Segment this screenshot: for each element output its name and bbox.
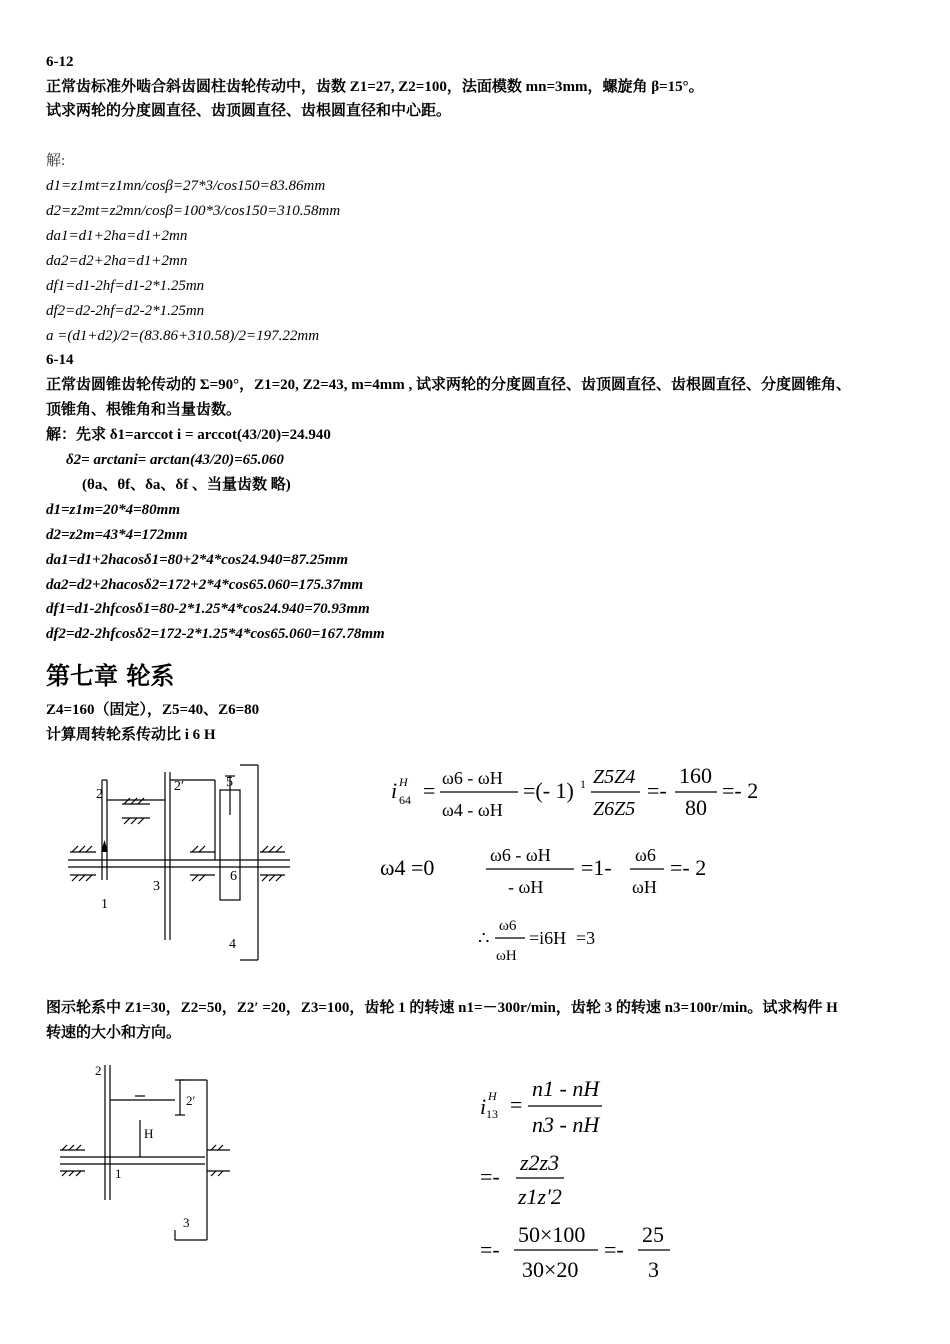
solution-line-da1: da1=d1+2ha=d1+2mn — [46, 228, 188, 244]
problem-6-12-question-2: 试求两轮的分度圆直径、齿顶圆直径、齿根圆直径和中心距。 — [46, 103, 452, 119]
svg-text:50×100: 50×100 — [518, 1222, 586, 1247]
svg-text:i: i — [480, 1094, 487, 1119]
cone-solution-delta1: 解：先求 δ1=arccot i = arccot(43/20)=24.940 — [46, 427, 331, 443]
fig2-label-H: H — [144, 1126, 154, 1141]
svg-text:ω6 - ωH: ω6 - ωH — [442, 768, 503, 788]
svg-text:160: 160 — [679, 763, 712, 788]
planetary-gear-diagram-2 — [55, 1060, 255, 1250]
svg-text:ωH: ωH — [496, 948, 517, 964]
solution-line-da2: da2=d2+2ha=d1+2mn — [46, 253, 188, 269]
fig1-label-1: 1 — [101, 897, 108, 912]
svg-text:H: H — [399, 775, 408, 789]
svg-text:z1z′2: z1z′2 — [518, 1184, 562, 1209]
svg-text:=3: =3 — [576, 928, 596, 948]
svg-text:25: 25 — [642, 1222, 664, 1247]
svg-text:=(- 1): =(- 1) — [523, 778, 574, 803]
solution-line-center-distance: a =(d1+d2)/2=(83.86+310.58)/2=197.22mm — [46, 328, 320, 344]
svg-text:H: H — [488, 1089, 497, 1103]
fig1-label-5: 5 — [226, 775, 233, 790]
cone-solution-note: (θa、θf、δa、δf 、当量齿数 略) — [82, 477, 291, 493]
problem-2-question-2: 转速的大小和方向。 — [46, 1025, 182, 1041]
problem-6-12-id: 6-12 — [46, 54, 74, 70]
chapter-7-title: 第七章 轮系 — [46, 662, 175, 690]
svg-text:n3 - nH: n3 - nH — [532, 1112, 600, 1137]
svg-text:30×20: 30×20 — [522, 1257, 579, 1282]
cone-solution-delta2: δ2= arctani= arctan(43/20)=65.060 — [66, 452, 284, 468]
problem-6-14-id: 6-14 — [46, 352, 74, 368]
svg-text:80: 80 — [685, 795, 707, 820]
solution-label: 解: — [46, 153, 66, 169]
fig2-label-3: 3 — [183, 1215, 190, 1230]
fig1-label-4: 4 — [229, 937, 236, 952]
svg-text:=: = — [423, 778, 436, 803]
chapter-7-given: Z4=160（固定），Z5=40、Z6=80 — [46, 702, 260, 718]
svg-text:=-: =- — [604, 1237, 624, 1262]
cone-solution-da1: da1=d1+2hacosδ1=80+2*4*cos24.940=87.25mm — [46, 552, 349, 568]
svg-text:=-: =- — [480, 1164, 500, 1189]
svg-text:3: 3 — [648, 1257, 659, 1282]
cone-solution-df1: df1=d1-2hfcosδ1=80-2*1.25*4*cos24.940=70.93mm — [46, 601, 370, 617]
cone-solution-df2: df2=d2-2hfcosδ2=172-2*1.25*4*cos65.060=167.78mm — [46, 626, 385, 642]
svg-text:- ωH: - ωH — [508, 877, 544, 897]
svg-text:ω6: ω6 — [635, 845, 656, 865]
svg-text:Z6Z5: Z6Z5 — [593, 798, 636, 820]
svg-text:i: i — [391, 778, 398, 803]
fig1-label-6: 6 — [230, 869, 237, 884]
svg-text:64: 64 — [399, 793, 411, 807]
equation-omega-relation — [378, 835, 738, 905]
equation-result-i6H — [476, 910, 636, 970]
svg-text:∴: ∴ — [478, 928, 490, 948]
problem-6-12-question: 正常齿标准外啮合斜齿圆柱齿轮传动中，齿数 Z1=27, Z2=100，法面模数 mn=3mm，螺旋角 β=15°。 — [46, 79, 704, 95]
svg-text:z2z3: z2z3 — [520, 1150, 560, 1175]
svg-text:ω6 - ωH: ω6 - ωH — [490, 845, 551, 865]
svg-text:ωH: ωH — [632, 877, 657, 897]
svg-text:ω4 - ωH: ω4 - ωH — [442, 800, 503, 820]
svg-text:Z5Z4: Z5Z4 — [593, 766, 636, 788]
problem-2-question: 图示轮系中 Z1=30，Z2=50，Z2′ =20，Z3=100，齿轮 1 的转速 n1=－300r/min，齿轮 3 的转速 n3=100r/min。试求构件 H — [46, 1000, 838, 1016]
svg-text:=1-: =1- — [581, 855, 612, 880]
problem-6-14-question-2: 顶锥角、根锥角和当量齿数。 — [46, 402, 242, 418]
svg-text:13: 13 — [486, 1107, 498, 1121]
svg-text:=- 2: =- 2 — [670, 855, 707, 880]
cone-solution-d1: d1=z1m=20*4=80mm — [46, 502, 180, 518]
solution-line-df1: df1=d1-2hf=d1-2*1.25mn — [46, 278, 205, 294]
cone-solution-da2: da2=d2+2hacosδ2=172+2*4*cos65.060=175.37mm — [46, 577, 364, 593]
svg-text:=-: =- — [480, 1237, 500, 1262]
fig1-label-2prime: 2′ — [174, 779, 185, 794]
fig1-label-2: 2 — [96, 787, 103, 802]
fig2-label-2prime: 2′ — [186, 1093, 196, 1108]
svg-text:=: = — [510, 1092, 523, 1117]
solution-line-df2: df2=d2-2hf=d2-2*1.25mn — [46, 303, 205, 319]
chapter-7-task: 计算周转轮系传动比 i 6 H — [46, 727, 216, 743]
svg-text:n1 - nH: n1 - nH — [532, 1076, 600, 1101]
problem-6-14-question: 正常齿圆锥齿轮传动的 Σ=90°，Z1=20, Z2=43, m=4mm , 试求两轮的分度圆直径、齿顶圆直径、齿根圆直径、分度圆锥角、 — [46, 377, 851, 393]
fig1-label-3: 3 — [153, 879, 160, 894]
solution-line-d1: d1=z1mt=z1mn/cosβ=27*3/cos150=83.86mm — [46, 178, 326, 194]
svg-text:=- 2: =- 2 — [722, 778, 759, 803]
svg-text:ω4 =0: ω4 =0 — [380, 855, 435, 880]
svg-text:=-: =- — [647, 778, 667, 803]
fig2-label-1: 1 — [115, 1166, 122, 1181]
fig2-label-2: 2 — [95, 1063, 102, 1078]
equation-transmission-ratio-13 — [478, 1070, 698, 1290]
solution-line-d2: d2=z2mt=z2mn/cosβ=100*3/cos150=310.58mm — [46, 203, 341, 219]
cone-solution-d2: d2=z2m=43*4=172mm — [46, 527, 188, 543]
svg-text:ω6: ω6 — [499, 918, 517, 934]
svg-text:1: 1 — [580, 777, 586, 791]
svg-text:=i6H: =i6H — [529, 928, 567, 948]
planetary-gear-diagram-1 — [60, 760, 300, 970]
equation-transmission-ratio-64 — [385, 758, 785, 828]
